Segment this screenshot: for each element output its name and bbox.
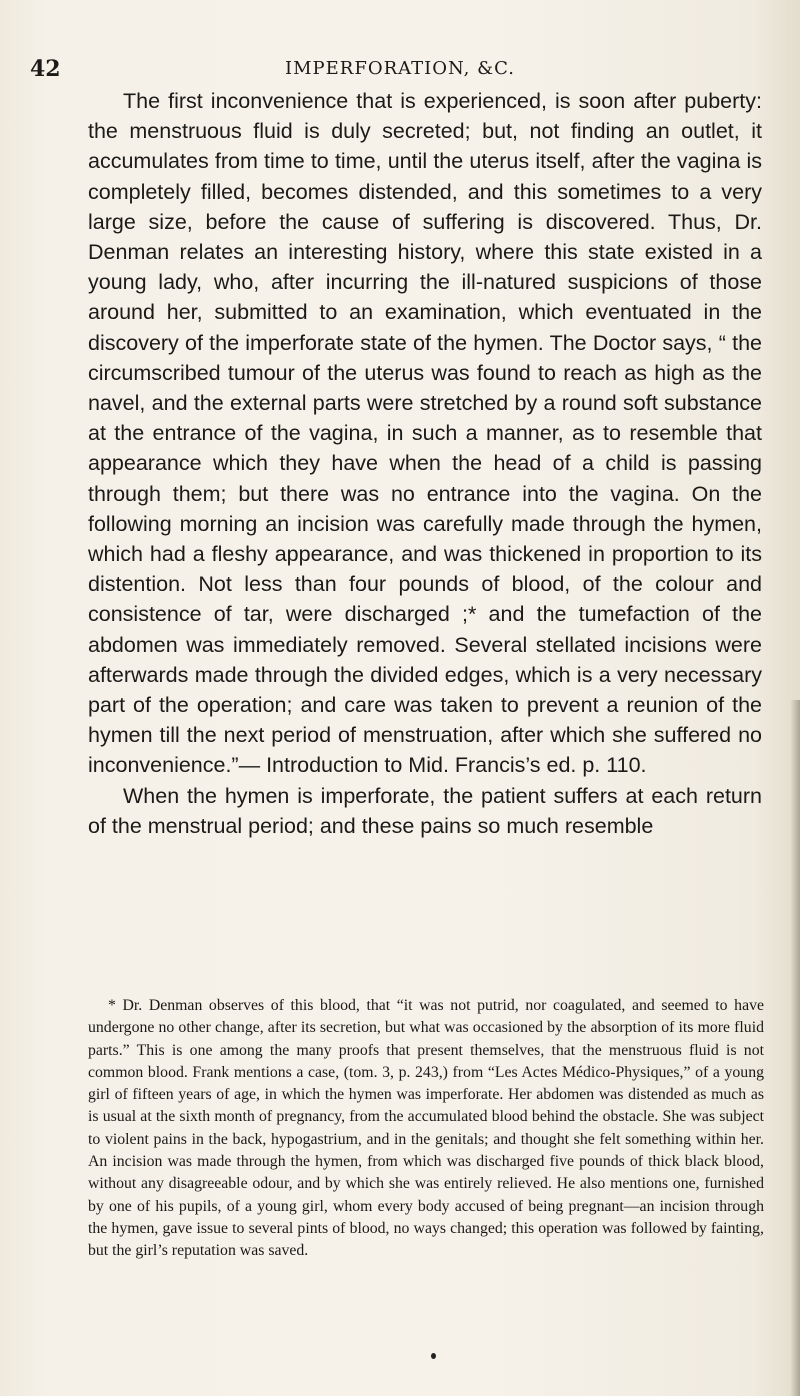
paragraph: The first inconvenience that is experienced, is soon after puberty: the menstruous fluid is duly secreted; but, not finding an outlet, it accumulates from time to time, until the uterus itself, after the vagina is completely filled, becomes distended, and this sometimes to a very large size, before the cause of suffering is discovered. Thus, Dr. Denman relates an interesting history, where this state existed in a young lady, who, after incurring the ill-natured suspicions of those around her, submitted to an examination, which eventuated in the discovery of the imperforate state of the hymen. The Doctor says, “ the circumscribed tumour of the uterus was found to reach as high as the navel, and the external parts were stretched by a round soft substance at the entrance of the vagina, in such a manner, as to resemble that appearance which they have when the head of a child is passing through them; but there was no entrance into the vagina. On the following morning an incision was carefully made through the hymen, which had a fleshy appearance, and was thickened in proportion to its distention. Not less than four pounds of blood, of the colour and consistence of tar, were discharged ;* and the tumefaction of the abdomen was immediately removed. Several stellated incisions were afterwards made through the divided edges, which is a very necessary part of the operation; and care was taken to prevent a reunion of the hymen till the next period of menstruation, after which she suffered no inconvenience.”— Introduction to Mid. Francis’s ed. p. 110. [88,89,762,778]
page-header [30,56,770,86]
paragraph: When the hymen is imperforate, the patient suffers at each return of the menstrual period; and these pains so much resemble [88,783,762,838]
body-text [88,86,762,841]
page-number: 42 [30,56,61,82]
page-edge-shadow [790,700,800,1396]
footnote [88,995,764,1263]
running-head: IMPERFORATION, &C. [285,58,515,79]
footnote-text: * Dr. Denman observes of this blood, that “it was not putrid, nor coagulated, and seemed to have undergone no other change, after its secretion, but what was occasioned by the absorption of its more fluid parts.” This is one among the many proofs that present themselves, that the menstruous fluid is not common blood. Frank mentions a case, (tom. 3, p. 243,) from “Les Actes Médico-Physiques,” of a young girl of fifteen years of age, in which the hymen was imperforate. Her abdomen was distended as much as is usual at the sixth month of pregnancy, from the accumulated blood behind the obstacle. She was subject to violent pains in the back, hypogastrium, and in the genitals; and thought she felt something within her. An incision was made through the hymen, from which was discharged five pounds of thick black blood, without any disagreeable odour, and by which she was entirely relieved. He also mentions one, furnished by one of his pupils, of a young girl, whom every body accused of being pregnant—an incision through the hymen, gave issue to several pints of blood, no ways changed; this operation was followed by fainting, but the girl’s reputation was saved. [88,997,764,1260]
ink-mark [431,1353,436,1359]
